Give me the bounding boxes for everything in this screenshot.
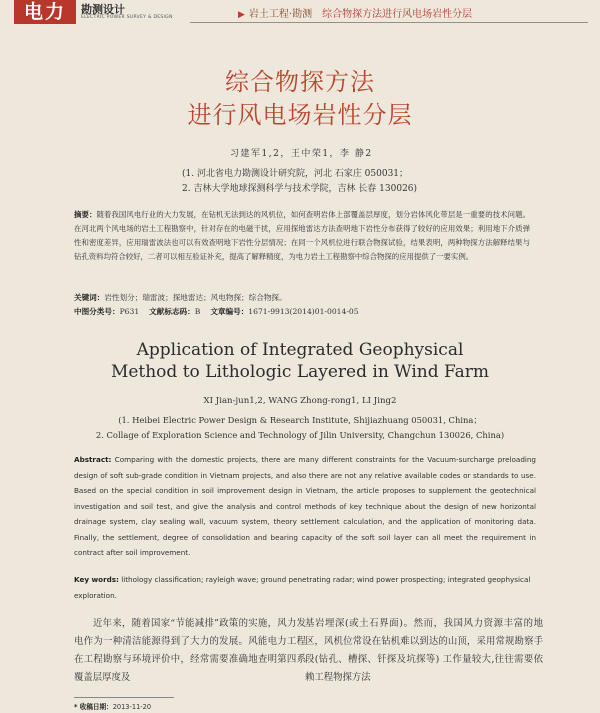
en-title-line2: Method to Lithologic Layered in Wind Farm	[110, 362, 490, 382]
cn-abstract-text: 随着我国风电行业的大力发展，在钻机无法到达的风机位，如何查明岩体上部覆盖层厚度，划分岩体风化带层是一重要的技术问题。在河北两个风电场的岩土工程勘察中，针对存在的电磁干扰，应用探地雷达方法查明地下岩性分布获得了较好的应用效果；利用地下介质弹性和密度差异，应用瑞雷波法也可以有效查明地下岩性分层情况；在同一个风机位进行联合物探试验，结果表明，两种物探方法解释结果与钻孔资料均符合较好，二者可以相互验证补充，提高了解释精度，为电力岩土工程勘察中综合物探的应用提供了一要实例。	[74, 210, 530, 261]
article-number-label: 文章编号：	[210, 307, 249, 316]
cn-abstract-label: 摘要：	[74, 210, 97, 219]
running-title: 综合物探方法进行风电场岩性分层	[322, 9, 473, 20]
en-affiliation-2: 2. Collage of Exploration Science and Technology of Jilin University, Changchun 130026, China)	[95, 430, 505, 440]
received-date-value: 2013-11-20	[112, 703, 152, 711]
journal-title: 勘测设计	[81, 3, 125, 16]
en-abstract	[74, 452, 536, 561]
footnote	[74, 701, 151, 711]
class-label: 中图分类号：	[74, 307, 120, 316]
en-keywords-text: lithology classification; rayleigh wave; ground penetrating radar; wind power prospecting; integrated geophysical exploration.	[74, 575, 531, 600]
en-keywords	[74, 572, 536, 603]
cn-keywords-label: 关键词：	[74, 293, 105, 302]
en-affiliation-1: (1. Heibei Electric Power Design & Research Institute, Shijiazhuang 050031, China；	[118, 415, 482, 425]
header-rule	[190, 22, 588, 23]
cn-affiliation-1: (1. 河北省电力勘测设计研究院，河北 石家庄 050031；	[182, 169, 409, 179]
cn-affiliation-2: 2. 吉林大学地球探测科学与技术学院，吉林 长春 130026)	[182, 184, 418, 194]
section-name: 岩土工程·勘测	[248, 9, 313, 20]
body-column-right: 基岩埋深(或土石界面)。然而，我国风力资源丰富的地区，风机位常设在钻机难以到达的山顶，采用常规勘察手段(钻孔、槽探、钎探及坑探等) 工作量较大,往往需要依赖工程物探方法	[305, 618, 543, 683]
triangle-right-icon: ▶	[238, 10, 245, 20]
cn-classification	[74, 306, 359, 317]
cn-abstract	[74, 208, 530, 264]
footnote-rule	[74, 697, 174, 698]
journal-subtitle: ELECTRIC POWER SURVEY & DESIGN	[81, 15, 173, 20]
doc-code-value: B	[194, 307, 201, 316]
page-header	[0, 0, 600, 30]
journal-logo: 电力	[14, 0, 76, 24]
cn-title-line1: 综合物探方法	[225, 68, 375, 96]
running-head	[238, 5, 472, 20]
en-keywords-label: Key words:	[74, 575, 119, 584]
en-authors: XI Jian-jun1,2, WANG Zhong-rong1, LI Jing2	[203, 396, 397, 406]
cn-keywords	[74, 292, 287, 303]
received-date-label: * 收稿日期：	[74, 703, 113, 711]
en-abstract-label: Abstract:	[74, 455, 112, 464]
article-number-value: 1671-9913(2014)01-0014-05	[248, 307, 359, 316]
body-column-left: 近年来，随着国家“节能减排”政策的实施，风力发电作为一种清洁能源得到了大力的发展。风能电力工程在工程勘察与环境评价中，经常需要准确地查明第四系覆盖层厚度及	[74, 618, 306, 683]
cn-keywords-text: 岩性划分；瑞雷波；探地雷达；风电物探；综合物探。	[104, 293, 287, 302]
doc-code-label: 文献标志码：	[149, 307, 195, 316]
en-abstract-text: Comparing with the domestic projects, there are many different constraints for the Vacuum-surcharge preloading design of soft sub-grade condition in Vietnam projects, and also there are not any relative available codes or standards to use. Based on the special condition in soil improvement design in Vietnam, the article proposes to supplement the geotechnical investigation and soil test, and give the analysis and control methods of key technique about the design of new horizontal drainage system, clay sealing wall, vacuum system, theory settlement calculation, and the application of monitoring data. Finally, the settlement, degree of consolidation and bearing capacity of the soft soil layer can all meet the requirement in contract after soil improvement.	[74, 455, 536, 557]
en-title-line1: Application of Integrated Geophysical	[136, 340, 464, 360]
cn-authors: 习建军1,2，王中荣1，李 静2	[230, 149, 373, 159]
class-value: P631	[119, 307, 140, 316]
cn-title-line2: 进行风电场岩性分层	[187, 101, 413, 129]
